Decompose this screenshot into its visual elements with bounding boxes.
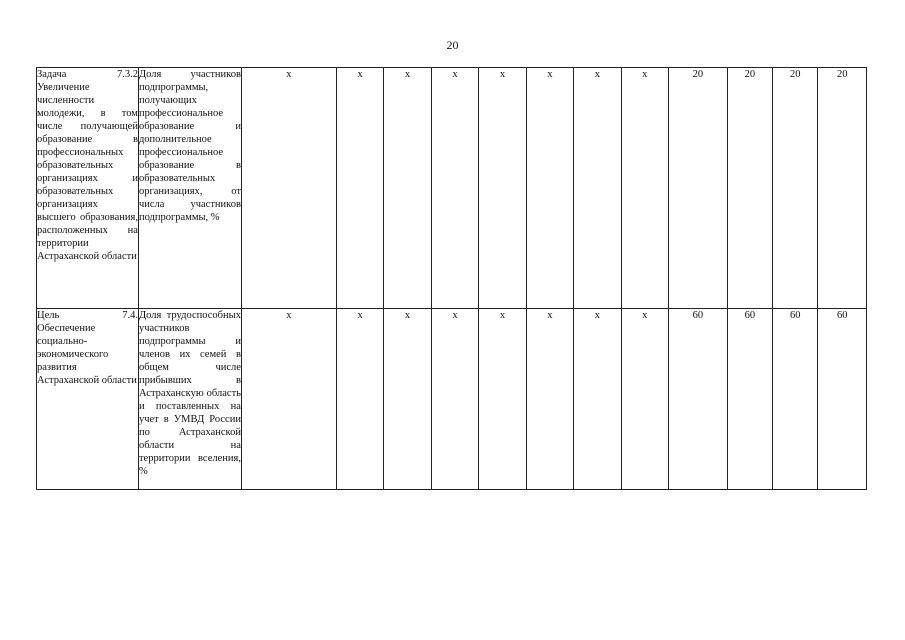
- table-row: [37, 68, 867, 309]
- value-cell: x: [479, 309, 526, 490]
- value-cell: 20: [727, 68, 772, 309]
- page-number: 20: [446, 38, 459, 52]
- value-cell: x: [241, 68, 336, 309]
- value-cell: x: [336, 68, 383, 309]
- value-cell: x: [621, 68, 668, 309]
- value-cell: x: [526, 68, 573, 309]
- table-row: [37, 309, 867, 490]
- value-cell: x: [431, 68, 478, 309]
- value-cell: x: [384, 309, 431, 490]
- value-cell: 60: [773, 309, 818, 490]
- value-cell: 20: [818, 68, 867, 309]
- goal-name-cell: Цель 7.4. Обеспечение социально-экономического развития Астраханской области: [37, 309, 139, 490]
- value-cell: x: [574, 68, 621, 309]
- value-cell: x: [526, 309, 573, 490]
- value-cell: x: [574, 309, 621, 490]
- value-cell: x: [621, 309, 668, 490]
- indicator-cell: Доля участников подпрограммы, получающих профессиональное образование и дополнительное профессиональное образование в образовательных организациях, от числа участников подпрограммы, %: [138, 68, 241, 309]
- value-cell: 60: [727, 309, 772, 490]
- value-cell: 20: [669, 68, 728, 309]
- value-cell: x: [479, 68, 526, 309]
- value-cell: 20: [773, 68, 818, 309]
- value-cell: x: [336, 309, 383, 490]
- value-cell: 60: [669, 309, 728, 490]
- indicators-table: [36, 67, 867, 490]
- indicator-cell: Доля трудоспособных участников подпрограммы и членов их семей в общем числе прибывших в Астраханскую область и поставленных на учет в УМВД России по Астраханской области на территории вселения, %: [138, 309, 241, 490]
- goal-name-cell: Задача 7.3.2 Увеличение численности молодежи, в том числе получающей образование в профессиональных образовательных организациях и образовательных организациях высшего образования, расположенных на территории Астраханской области: [37, 68, 139, 309]
- value-cell: x: [241, 309, 336, 490]
- value-cell: 60: [818, 309, 867, 490]
- value-cell: x: [431, 309, 478, 490]
- value-cell: x: [384, 68, 431, 309]
